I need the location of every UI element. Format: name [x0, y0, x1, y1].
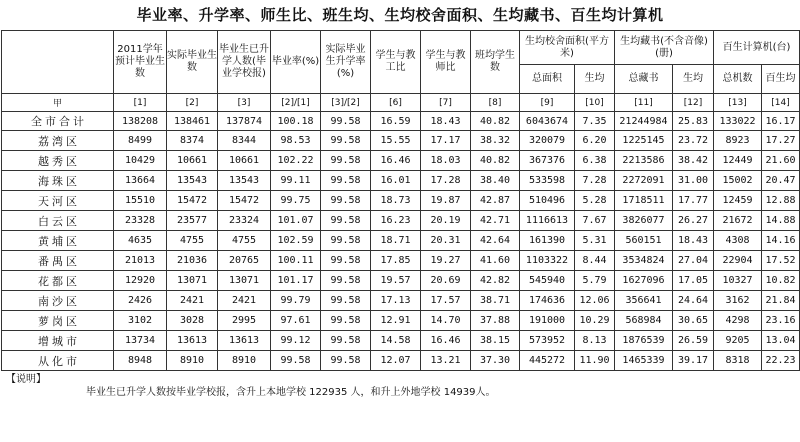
data-cell: 320079	[520, 131, 575, 151]
data-cell: 8374	[167, 131, 218, 151]
table-row	[2, 131, 800, 151]
header-student-teacher: 学生与教师比	[421, 31, 471, 94]
data-cell: 99.11	[271, 171, 321, 191]
data-cell: 97.61	[271, 311, 321, 331]
data-cell: 23.16	[762, 311, 800, 331]
data-cell: 15472	[167, 191, 218, 211]
data-cell: 21244984	[615, 112, 673, 131]
header-pc-group: 百生计算机(台)	[714, 31, 800, 65]
data-cell: 533598	[520, 171, 575, 191]
data-cell: 8948	[114, 351, 167, 371]
data-cell: 11.90	[575, 351, 615, 371]
header-student-staff: 学生与教工比	[371, 31, 421, 94]
data-cell: 31.00	[673, 171, 714, 191]
data-cell: 8910	[167, 351, 218, 371]
data-cell: 13613	[218, 331, 271, 351]
data-cell: 7.28	[575, 171, 615, 191]
data-cell: 15002	[714, 171, 762, 191]
data-cell: 13071	[167, 271, 218, 291]
data-cell: 1116613	[520, 211, 575, 231]
district-name-cell: 增城市	[2, 331, 114, 351]
data-cell: 4298	[714, 311, 762, 331]
data-cell: 15510	[114, 191, 167, 211]
data-cell: 99.58	[321, 191, 371, 211]
table-row	[2, 251, 800, 271]
data-cell: 14.58	[371, 331, 421, 351]
data-cell: 1627096	[615, 271, 673, 291]
data-cell: 12.06	[575, 291, 615, 311]
data-cell: 1103322	[520, 251, 575, 271]
table-row	[2, 211, 800, 231]
data-cell: 14.16	[762, 231, 800, 251]
data-cell: 2426	[114, 291, 167, 311]
data-cell: 12459	[714, 191, 762, 211]
data-cell: 17.28	[421, 171, 471, 191]
data-cell: 13543	[167, 171, 218, 191]
data-cell: 99.58	[321, 291, 371, 311]
data-cell: 7.35	[575, 112, 615, 131]
data-cell: 100.18	[271, 112, 321, 131]
district-name-cell: 荔湾区	[2, 131, 114, 151]
data-cell: 99.79	[271, 291, 321, 311]
data-cell: 4755	[218, 231, 271, 251]
data-cell: 3028	[167, 311, 218, 331]
district-name-cell: 黄埔区	[2, 231, 114, 251]
data-cell: 27.04	[673, 251, 714, 271]
table-row	[2, 311, 800, 331]
data-cell: 10327	[714, 271, 762, 291]
data-cell: 99.58	[321, 351, 371, 371]
index-cell: 甲	[2, 94, 114, 112]
index-cell: [2]	[167, 94, 218, 112]
data-cell: 23328	[114, 211, 167, 231]
data-cell: 16.01	[371, 171, 421, 191]
data-cell: 21.60	[762, 151, 800, 171]
data-cell: 10.82	[762, 271, 800, 291]
data-cell: 2213586	[615, 151, 673, 171]
district-name-cell: 海珠区	[2, 171, 114, 191]
index-cell: [11]	[615, 94, 673, 112]
district-name-cell: 南沙区	[2, 291, 114, 311]
data-cell: 18.43	[673, 231, 714, 251]
data-cell: 102.22	[271, 151, 321, 171]
index-cell: [3]/[2]	[321, 94, 371, 112]
data-cell: 101.17	[271, 271, 321, 291]
table-row	[2, 171, 800, 191]
data-cell: 6.38	[575, 151, 615, 171]
data-cell: 13071	[218, 271, 271, 291]
data-cell: 18.03	[421, 151, 471, 171]
data-cell: 356641	[615, 291, 673, 311]
data-cell: 21.84	[762, 291, 800, 311]
data-cell: 20765	[218, 251, 271, 271]
district-name-cell: 花都区	[2, 271, 114, 291]
data-cell: 2272091	[615, 171, 673, 191]
data-cell: 22904	[714, 251, 762, 271]
data-cell: 18.43	[421, 112, 471, 131]
data-cell: 25.83	[673, 112, 714, 131]
data-cell: 21672	[714, 211, 762, 231]
header-enrolled: 毕业生已升学人数(毕业学校报)	[218, 31, 271, 94]
data-cell: 6.20	[575, 131, 615, 151]
data-cell: 21036	[167, 251, 218, 271]
data-cell: 14.70	[421, 311, 471, 331]
data-cell: 8.13	[575, 331, 615, 351]
header-pc-total: 总机数	[714, 65, 762, 94]
data-cell: 8.44	[575, 251, 615, 271]
data-cell: 12.88	[762, 191, 800, 211]
data-cell: 10.29	[575, 311, 615, 331]
index-cell: [9]	[520, 94, 575, 112]
data-cell: 367376	[520, 151, 575, 171]
data-cell: 16.46	[421, 331, 471, 351]
data-cell: 37.30	[471, 351, 520, 371]
data-cell: 13734	[114, 331, 167, 351]
data-cell: 1876539	[615, 331, 673, 351]
data-cell: 4755	[167, 231, 218, 251]
district-name-cell: 全市合计	[2, 112, 114, 131]
data-cell: 13664	[114, 171, 167, 191]
data-cell: 13.04	[762, 331, 800, 351]
index-cell: [8]	[471, 94, 520, 112]
data-cell: 99.75	[271, 191, 321, 211]
data-cell: 3102	[114, 311, 167, 331]
header-books-group: 生均藏书(不含音像)(册)	[615, 31, 714, 65]
data-cell: 16.46	[371, 151, 421, 171]
data-cell: 99.58	[271, 351, 321, 371]
data-cell: 1718511	[615, 191, 673, 211]
data-cell: 137874	[218, 112, 271, 131]
index-cell: [3]	[218, 94, 271, 112]
data-cell: 99.58	[321, 331, 371, 351]
data-cell: 5.79	[575, 271, 615, 291]
data-cell: 18.71	[371, 231, 421, 251]
data-cell: 20.31	[421, 231, 471, 251]
data-cell: 41.60	[471, 251, 520, 271]
header-actual-grads: 实际毕业生数	[167, 31, 218, 94]
data-cell: 38.40	[471, 171, 520, 191]
data-cell: 2421	[218, 291, 271, 311]
data-cell: 102.59	[271, 231, 321, 251]
data-cell: 12920	[114, 271, 167, 291]
data-cell: 99.58	[321, 131, 371, 151]
data-cell: 6043674	[520, 112, 575, 131]
data-cell: 5.28	[575, 191, 615, 211]
data-cell: 40.82	[471, 151, 520, 171]
data-cell: 2995	[218, 311, 271, 331]
data-cell: 2421	[167, 291, 218, 311]
data-cell: 4308	[714, 231, 762, 251]
data-cell: 99.58	[321, 231, 371, 251]
index-cell: [1]	[114, 94, 167, 112]
data-cell: 174636	[520, 291, 575, 311]
data-cell: 23.72	[673, 131, 714, 151]
data-cell: 38.15	[471, 331, 520, 351]
data-cell: 9205	[714, 331, 762, 351]
data-cell: 30.65	[673, 311, 714, 331]
data-cell: 26.59	[673, 331, 714, 351]
note-label: 【说明】	[6, 374, 46, 385]
district-name-cell: 天河区	[2, 191, 114, 211]
data-cell: 510496	[520, 191, 575, 211]
data-cell: 10429	[114, 151, 167, 171]
data-cell: 560151	[615, 231, 673, 251]
data-cell: 17.57	[421, 291, 471, 311]
data-cell: 8499	[114, 131, 167, 151]
data-cell: 3826077	[615, 211, 673, 231]
data-cell: 18.73	[371, 191, 421, 211]
data-cell: 19.27	[421, 251, 471, 271]
data-cell: 99.58	[321, 251, 371, 271]
table-row	[2, 331, 800, 351]
district-name-cell: 从化市	[2, 351, 114, 371]
data-cell: 161390	[520, 231, 575, 251]
data-cell: 24.64	[673, 291, 714, 311]
header-expected-grads: 2011学年预计毕业生数	[114, 31, 167, 94]
data-cell: 13543	[218, 171, 271, 191]
data-cell: 445272	[520, 351, 575, 371]
data-cell: 99.58	[321, 311, 371, 331]
header-area-per: 生均	[575, 65, 615, 94]
data-cell: 8910	[218, 351, 271, 371]
index-cell: [12]	[673, 94, 714, 112]
data-cell: 17.52	[762, 251, 800, 271]
data-cell: 1465339	[615, 351, 673, 371]
data-cell: 100.11	[271, 251, 321, 271]
header-area-total: 总面积	[520, 65, 575, 94]
data-cell: 17.05	[673, 271, 714, 291]
data-cell: 3162	[714, 291, 762, 311]
data-cell: 138208	[114, 112, 167, 131]
data-cell: 42.64	[471, 231, 520, 251]
data-cell: 138461	[167, 112, 218, 131]
data-cell: 17.77	[673, 191, 714, 211]
data-cell: 12.91	[371, 311, 421, 331]
data-cell: 17.85	[371, 251, 421, 271]
header-books-per: 生均	[673, 65, 714, 94]
data-cell: 39.17	[673, 351, 714, 371]
data-cell: 98.53	[271, 131, 321, 151]
data-cell: 20.19	[421, 211, 471, 231]
data-cell: 191000	[520, 311, 575, 331]
data-cell: 99.58	[321, 211, 371, 231]
header-class-avg: 班均学生数	[471, 31, 520, 94]
page-title: 毕业率、升学率、师生比、班生均、生均校舍面积、生均藏书、百生均计算机	[136, 6, 664, 24]
district-name-cell: 白云区	[2, 211, 114, 231]
data-cell: 23577	[167, 211, 218, 231]
data-cell: 16.17	[762, 112, 800, 131]
header-row	[2, 31, 800, 65]
index-row	[2, 94, 800, 112]
data-cell: 38.71	[471, 291, 520, 311]
data-cell: 99.58	[321, 271, 371, 291]
data-cell: 16.59	[371, 112, 421, 131]
data-cell: 17.13	[371, 291, 421, 311]
index-cell: [13]	[714, 94, 762, 112]
data-cell: 101.07	[271, 211, 321, 231]
data-cell: 573952	[520, 331, 575, 351]
district-name-cell: 番禺区	[2, 251, 114, 271]
data-cell: 20.69	[421, 271, 471, 291]
data-cell: 99.58	[321, 112, 371, 131]
data-cell: 14.88	[762, 211, 800, 231]
data-cell: 3534824	[615, 251, 673, 271]
data-cell: 17.27	[762, 131, 800, 151]
data-cell: 12.07	[371, 351, 421, 371]
data-cell: 40.82	[471, 112, 520, 131]
data-cell: 19.57	[371, 271, 421, 291]
table-row	[2, 291, 800, 311]
data-cell: 4635	[114, 231, 167, 251]
data-cell: 22.23	[762, 351, 800, 371]
data-cell: 568984	[615, 311, 673, 331]
data-cell: 8344	[218, 131, 271, 151]
table-body	[2, 112, 800, 371]
table-row	[2, 271, 800, 291]
data-cell: 13.21	[421, 351, 471, 371]
district-name-cell: 越秀区	[2, 151, 114, 171]
table-row	[2, 191, 800, 211]
data-cell: 42.71	[471, 211, 520, 231]
data-cell: 15472	[218, 191, 271, 211]
data-cell: 20.47	[762, 171, 800, 191]
data-cell: 7.67	[575, 211, 615, 231]
data-cell: 5.31	[575, 231, 615, 251]
header-corner	[2, 31, 114, 94]
data-cell: 13613	[167, 331, 218, 351]
table-row-total	[2, 112, 800, 131]
data-cell: 26.27	[673, 211, 714, 231]
data-cell: 99.12	[271, 331, 321, 351]
data-cell: 19.87	[421, 191, 471, 211]
table-row	[2, 151, 800, 171]
data-cell: 99.58	[321, 171, 371, 191]
data-cell: 8923	[714, 131, 762, 151]
table-row	[2, 351, 800, 371]
data-cell: 17.17	[421, 131, 471, 151]
index-cell: [2]/[1]	[271, 94, 321, 112]
data-cell: 16.23	[371, 211, 421, 231]
data-cell: 12449	[714, 151, 762, 171]
data-cell: 38.42	[673, 151, 714, 171]
data-cell: 1225145	[615, 131, 673, 151]
header-grad-rate: 毕业率(%)	[271, 31, 321, 94]
stats-table	[1, 30, 800, 371]
index-cell: [7]	[421, 94, 471, 112]
data-cell: 42.82	[471, 271, 520, 291]
data-cell: 15.55	[371, 131, 421, 151]
data-cell: 545940	[520, 271, 575, 291]
header-enroll-rate: 实际毕业生升学率(%)	[321, 31, 371, 94]
header-pc-per: 百生均	[762, 65, 800, 94]
data-cell: 23324	[218, 211, 271, 231]
district-name-cell: 萝岗区	[2, 311, 114, 331]
header-area-group: 生均校舍面积(平方米)	[520, 31, 615, 65]
note-text: 毕业生已升学人数按毕业学校报，含升上本地学校 122935 人，和升上外地学校 14939人。	[86, 387, 496, 398]
data-cell: 37.88	[471, 311, 520, 331]
data-cell: 42.87	[471, 191, 520, 211]
index-cell: [10]	[575, 94, 615, 112]
data-cell: 99.58	[321, 151, 371, 171]
index-cell: [14]	[762, 94, 800, 112]
header-books-total: 总藏书	[615, 65, 673, 94]
index-cell: [6]	[371, 94, 421, 112]
data-cell: 10661	[167, 151, 218, 171]
table-row	[2, 231, 800, 251]
data-cell: 10661	[218, 151, 271, 171]
data-cell: 8318	[714, 351, 762, 371]
data-cell: 133022	[714, 112, 762, 131]
data-cell: 21013	[114, 251, 167, 271]
data-cell: 38.32	[471, 131, 520, 151]
